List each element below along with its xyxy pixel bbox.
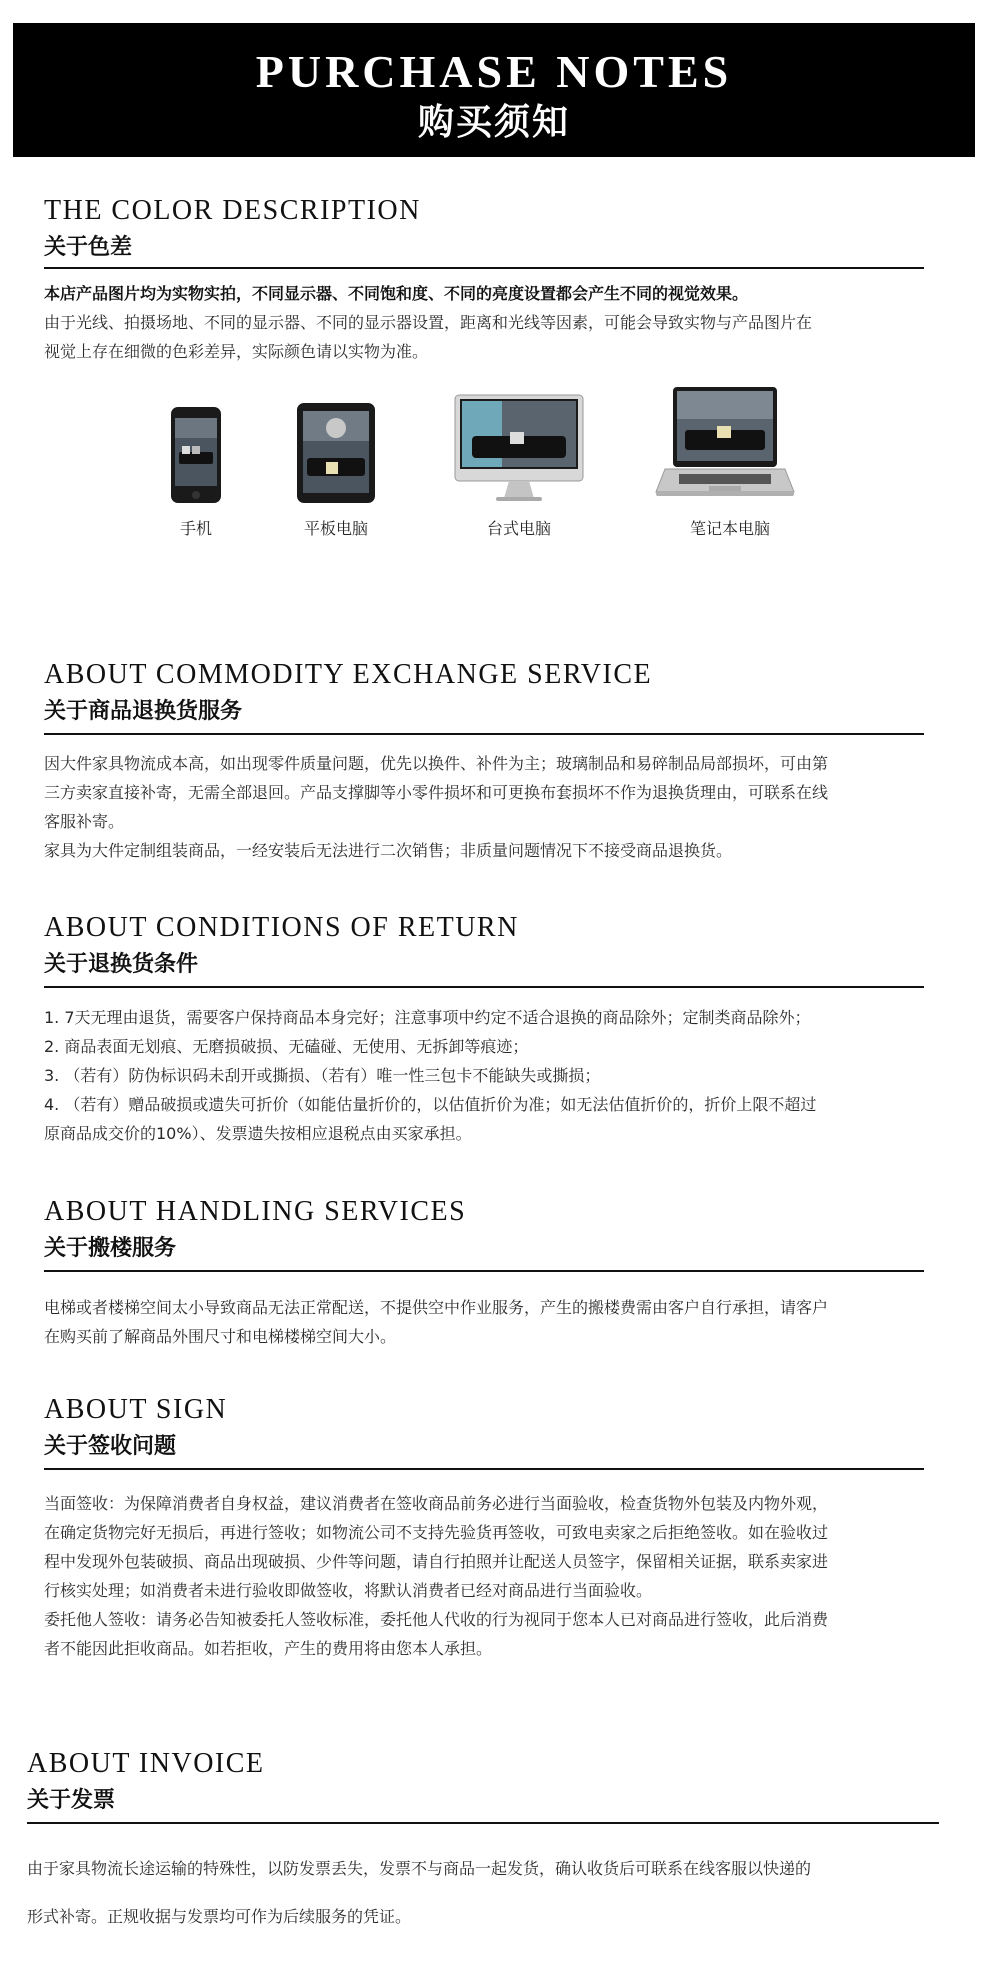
list-item: 原商品成交价的10%）、发票遗失按相应退税点由买家承担。 (44, 1124, 472, 1143)
lead-line: 本店产品图片均为实物实拍，不同显示器、不同饱和度、不同的亮度设置都会产生不同的视觉效果。 (44, 284, 749, 303)
section-divider (44, 1468, 924, 1470)
section-title-cn: 关于退换货条件 (44, 952, 199, 977)
section-title-en: ABOUT HANDLING SERVICES (44, 1196, 467, 1227)
sign-section (44, 1396, 974, 1686)
body-line: 程中发现外包装破损、商品出现破损、少件等问题，请自行拍照并让配送人员签字，保留相关证据，联系卖家进 (44, 1552, 829, 1571)
body-line: 家具为大件定制组装商品，一经安装后无法进行二次销售；非质量问题情况下不接受商品退换货。 (44, 841, 733, 860)
conditions-section (44, 914, 974, 1164)
section-divider (44, 986, 924, 988)
banner-title-en: PURCHASE NOTES (255, 46, 733, 97)
invoice-section (27, 1750, 977, 1950)
body-line: 在购买前了解商品外围尺寸和电梯楼梯空间大小。 (44, 1327, 397, 1346)
section-divider (44, 1270, 924, 1272)
list-item: 3. （若有）防伪标识码未刮开或撕损、（若有）唯一性三包卡不能缺失或撕损； (44, 1066, 601, 1085)
body-line: 三方卖家直接补寄，无需全部退回。产品支撑脚等小零件损坏和可更换布套损坏不作为退换货理由，可联系在线 (44, 783, 829, 802)
section-body (44, 279, 812, 366)
device-label-phone: 手机 (179, 519, 212, 538)
section-body (44, 1489, 828, 1663)
body-line: 形式补寄。正规收据与发票均可作为后续服务的凭证。 (27, 1907, 412, 1926)
section-divider (27, 1822, 939, 1824)
device-label-desktop: 台式电脑 (486, 519, 551, 538)
list-item: 2. 商品表面无划痕、无磨损破损、无磕碰、无使用、无拆卸等痕迹； (44, 1037, 529, 1056)
section-divider (44, 267, 924, 269)
list-item: 1. 7天无理由退货，需要客户保持商品本身完好；注意事项中约定不适合退换的商品除外；定制类商品除外； (44, 1008, 811, 1027)
section-title-cn: 关于签收问题 (44, 1434, 177, 1459)
banner-title-cn: 购买须知 (417, 102, 570, 143)
laptop-icon (655, 386, 795, 508)
tablet-icon (296, 402, 376, 508)
section-title-en: ABOUT SIGN (44, 1394, 228, 1425)
body-line: 委托他人签收：请务必告知被委托人签收标准，委托他人代收的行为视同于您本人已对商品进行签收，此后消费 (44, 1610, 829, 1629)
purchase-notes-banner (13, 23, 975, 157)
section-body (44, 1293, 828, 1351)
section-title-en: ABOUT INVOICE (27, 1748, 265, 1779)
body-line: 行核实处理；如消费者未进行验收即做签收，将默认消费者已经对商品进行当面验收。 (44, 1581, 653, 1600)
body-line: 因大件家具物流成本高，如出现零件质量问题，优先以换件、补件为主；玻璃制品和易碎制品局部损坏，可由第 (44, 754, 829, 773)
body-line: 客服补寄。 (44, 812, 125, 831)
section-title-cn: 关于搬楼服务 (44, 1236, 177, 1261)
section-title-en: ABOUT COMMODITY EXCHANGE SERVICE (44, 659, 653, 690)
section-body (27, 1845, 811, 1941)
section-body (44, 749, 828, 865)
body-line: 当面签收：为保障消费者自身权益，建议消费者在签收商品前务必进行当面验收，检查货物外包装及内物外观， (44, 1494, 829, 1513)
return-conditions-list (44, 1003, 816, 1148)
phone-icon (170, 406, 222, 508)
section-title-en: THE COLOR DESCRIPTION (44, 195, 421, 226)
section-title-en: ABOUT CONDITIONS OF RETURN (44, 912, 519, 943)
handling-section (44, 1198, 974, 1358)
section-title-cn: 关于发票 (27, 1788, 116, 1813)
desktop-icon (454, 394, 584, 506)
body-line: 由于光线、拍摄场地、不同的显示器、不同的显示器设置，距离和光线等因素，可能会导致实物与产品图片在 (44, 313, 813, 332)
body-line: 者不能因此拒收商品。如若拒收，产生的费用将由您本人承担。 (44, 1639, 493, 1658)
section-divider (44, 733, 924, 735)
exchange-section (44, 661, 974, 871)
body-line: 电梯或者楼梯空间太小导致商品无法正常配送，不提供空中作业服务，产生的搬楼费需由客户自行承担，请客户 (44, 1298, 829, 1317)
body-line: 在确定货物完好无损后，再进行签收；如物流公司不支持先验货再签收，可致电卖家之后拒绝签收。如在验收过 (44, 1523, 829, 1542)
body-line: 由于家具物流长途运输的特殊性，以防发票丢失，发票不与商品一起发货，确认收货后可联系在线客服以快递的 (27, 1859, 812, 1878)
list-item: 4. （若有）赠品破损或遗失可折价（如能估量折价的，以估值折价为准；如无法估值折价的，折价上限不超过 (44, 1095, 817, 1114)
device-label-laptop: 笔记本电脑 (689, 519, 770, 538)
section-title-cn: 关于商品退换货服务 (44, 699, 243, 724)
body-line: 视觉上存在细微的色彩差异，实际颜色请以实物为准。 (44, 342, 429, 361)
section-title-cn: 关于色差 (44, 235, 133, 260)
device-label-tablet: 平板电脑 (303, 519, 368, 538)
